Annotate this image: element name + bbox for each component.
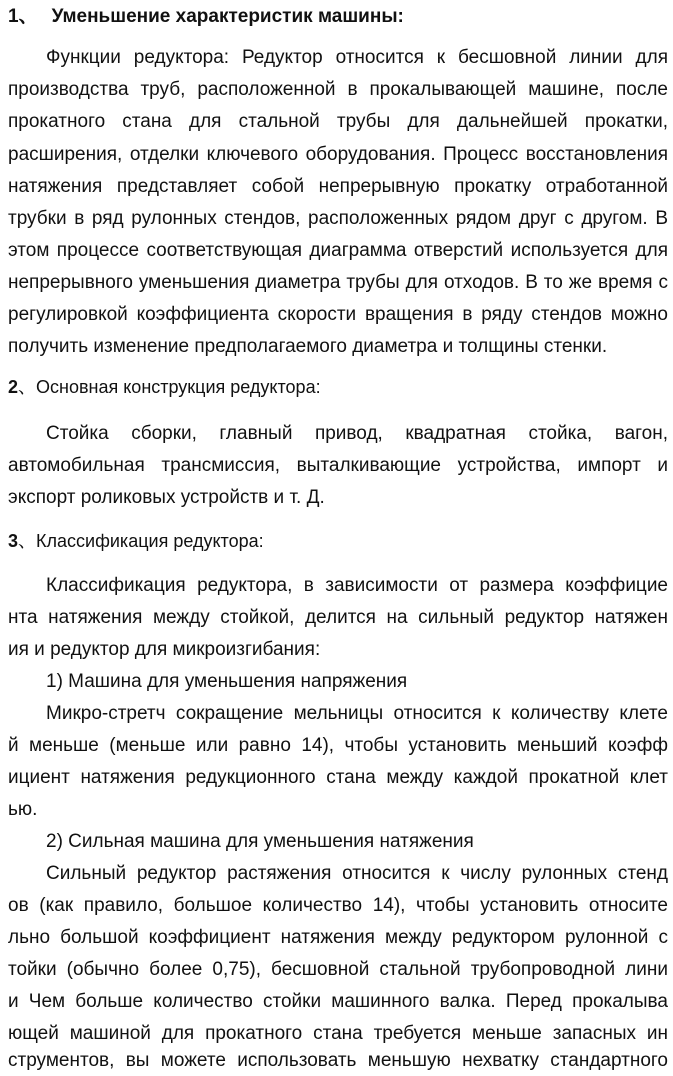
section-2-title: 、Основная конструкция редуктора: [18, 377, 321, 397]
paragraph-line: Стойка сборки, главный привод, квадратная стойка, вагон, [46, 423, 668, 444]
paragraph-line: регулировкой коэффициента скорости вращения в ряду стендов можно [8, 304, 668, 325]
paragraph-line: и Чем больше количество стойки машинного валка. Перед прокалыва [8, 991, 668, 1012]
paragraph-line: тойки (обычно более 0,75), бесшовной стальной трубопроводной лини [8, 959, 668, 980]
section-2-number: 2 [8, 377, 19, 397]
paragraph-line: производства труб, расположенной в прокалывающей машине, после [8, 79, 668, 100]
section-1-heading [8, 1, 668, 32]
list-item-1: 1) Машина для уменьшения напряжения [46, 671, 408, 692]
paragraph-line: струментов, вы можете использовать меньшую нехватку стандартного [8, 1050, 668, 1071]
paragraph-line: экспорт роликовых устройств и т. Д. [8, 487, 325, 508]
paragraph-line: ия и редуктор для микроизгибания: [8, 639, 321, 660]
paragraph-line: ющей машиной для прокатного стана требуется меньше запасных ин [8, 1023, 668, 1044]
paragraph-line: Сильный редуктор растяжения относится к числу рулонных стенд [46, 863, 668, 884]
paragraph-line: нта натяжения между стойкой, делится на сильный редуктор натяжен [8, 607, 668, 628]
section-3-title: 、Классификация редуктора: [18, 531, 264, 551]
paragraph-line: Классификация редуктора, в зависимости от размера коэффицие [46, 575, 668, 596]
paragraph-line: ициент натяжения редукционного стана между каждой прокатной клет [8, 767, 668, 788]
section-3-heading [8, 526, 668, 557]
paragraph-line: трубки в ряд рулонных стендов, расположенных рядом друг с другом. В [8, 208, 668, 229]
paragraph-line: ов (как правило, большое количество 14), чтобы установить относите [8, 895, 668, 916]
paragraph-line: получить изменение предполагаемого диаметра и толщины стенки. [8, 336, 608, 357]
paragraph-line: Функции редуктора: Редуктор относится к бесшовной линии для [46, 47, 668, 68]
paragraph-line: льно большой коэффициент натяжения между редуктором рулонной с [8, 927, 668, 948]
paragraph-line: ью. [8, 799, 38, 820]
paragraph-line: й меньше (меньше или равно 14), чтобы установить меньший коэфф [8, 735, 668, 756]
paragraph-line: Микро-стретч сокращение мельницы относится к количеству клете [46, 703, 668, 724]
paragraph-line: непрерывного уменьшения диаметра трубы для отходов. В то же время с [8, 272, 668, 293]
section-1-title: Уменьшение характеристик машины: [51, 6, 404, 27]
paragraph-line: автомобильная трансмиссия, выталкивающие устройства, импорт и [8, 455, 668, 476]
paragraph-line: натяжения представляет собой непрерывную прокатку отработанной [8, 176, 668, 197]
section-1-number: 1、 [8, 6, 38, 27]
list-item-2: 2) Сильная машина для уменьшения натяжения [46, 831, 474, 852]
paragraph-line: этом процессе соответствующая диаграмма отверстий используется для [8, 240, 668, 261]
paragraph-line: прокатного стана для стальной трубы для дальнейшей прокатки, [8, 111, 668, 132]
section-2-heading [8, 372, 668, 403]
section-3-number: 3 [8, 531, 19, 551]
paragraph-line: расширения, отделки ключевого оборудования. Процесс восстановления [8, 144, 668, 165]
